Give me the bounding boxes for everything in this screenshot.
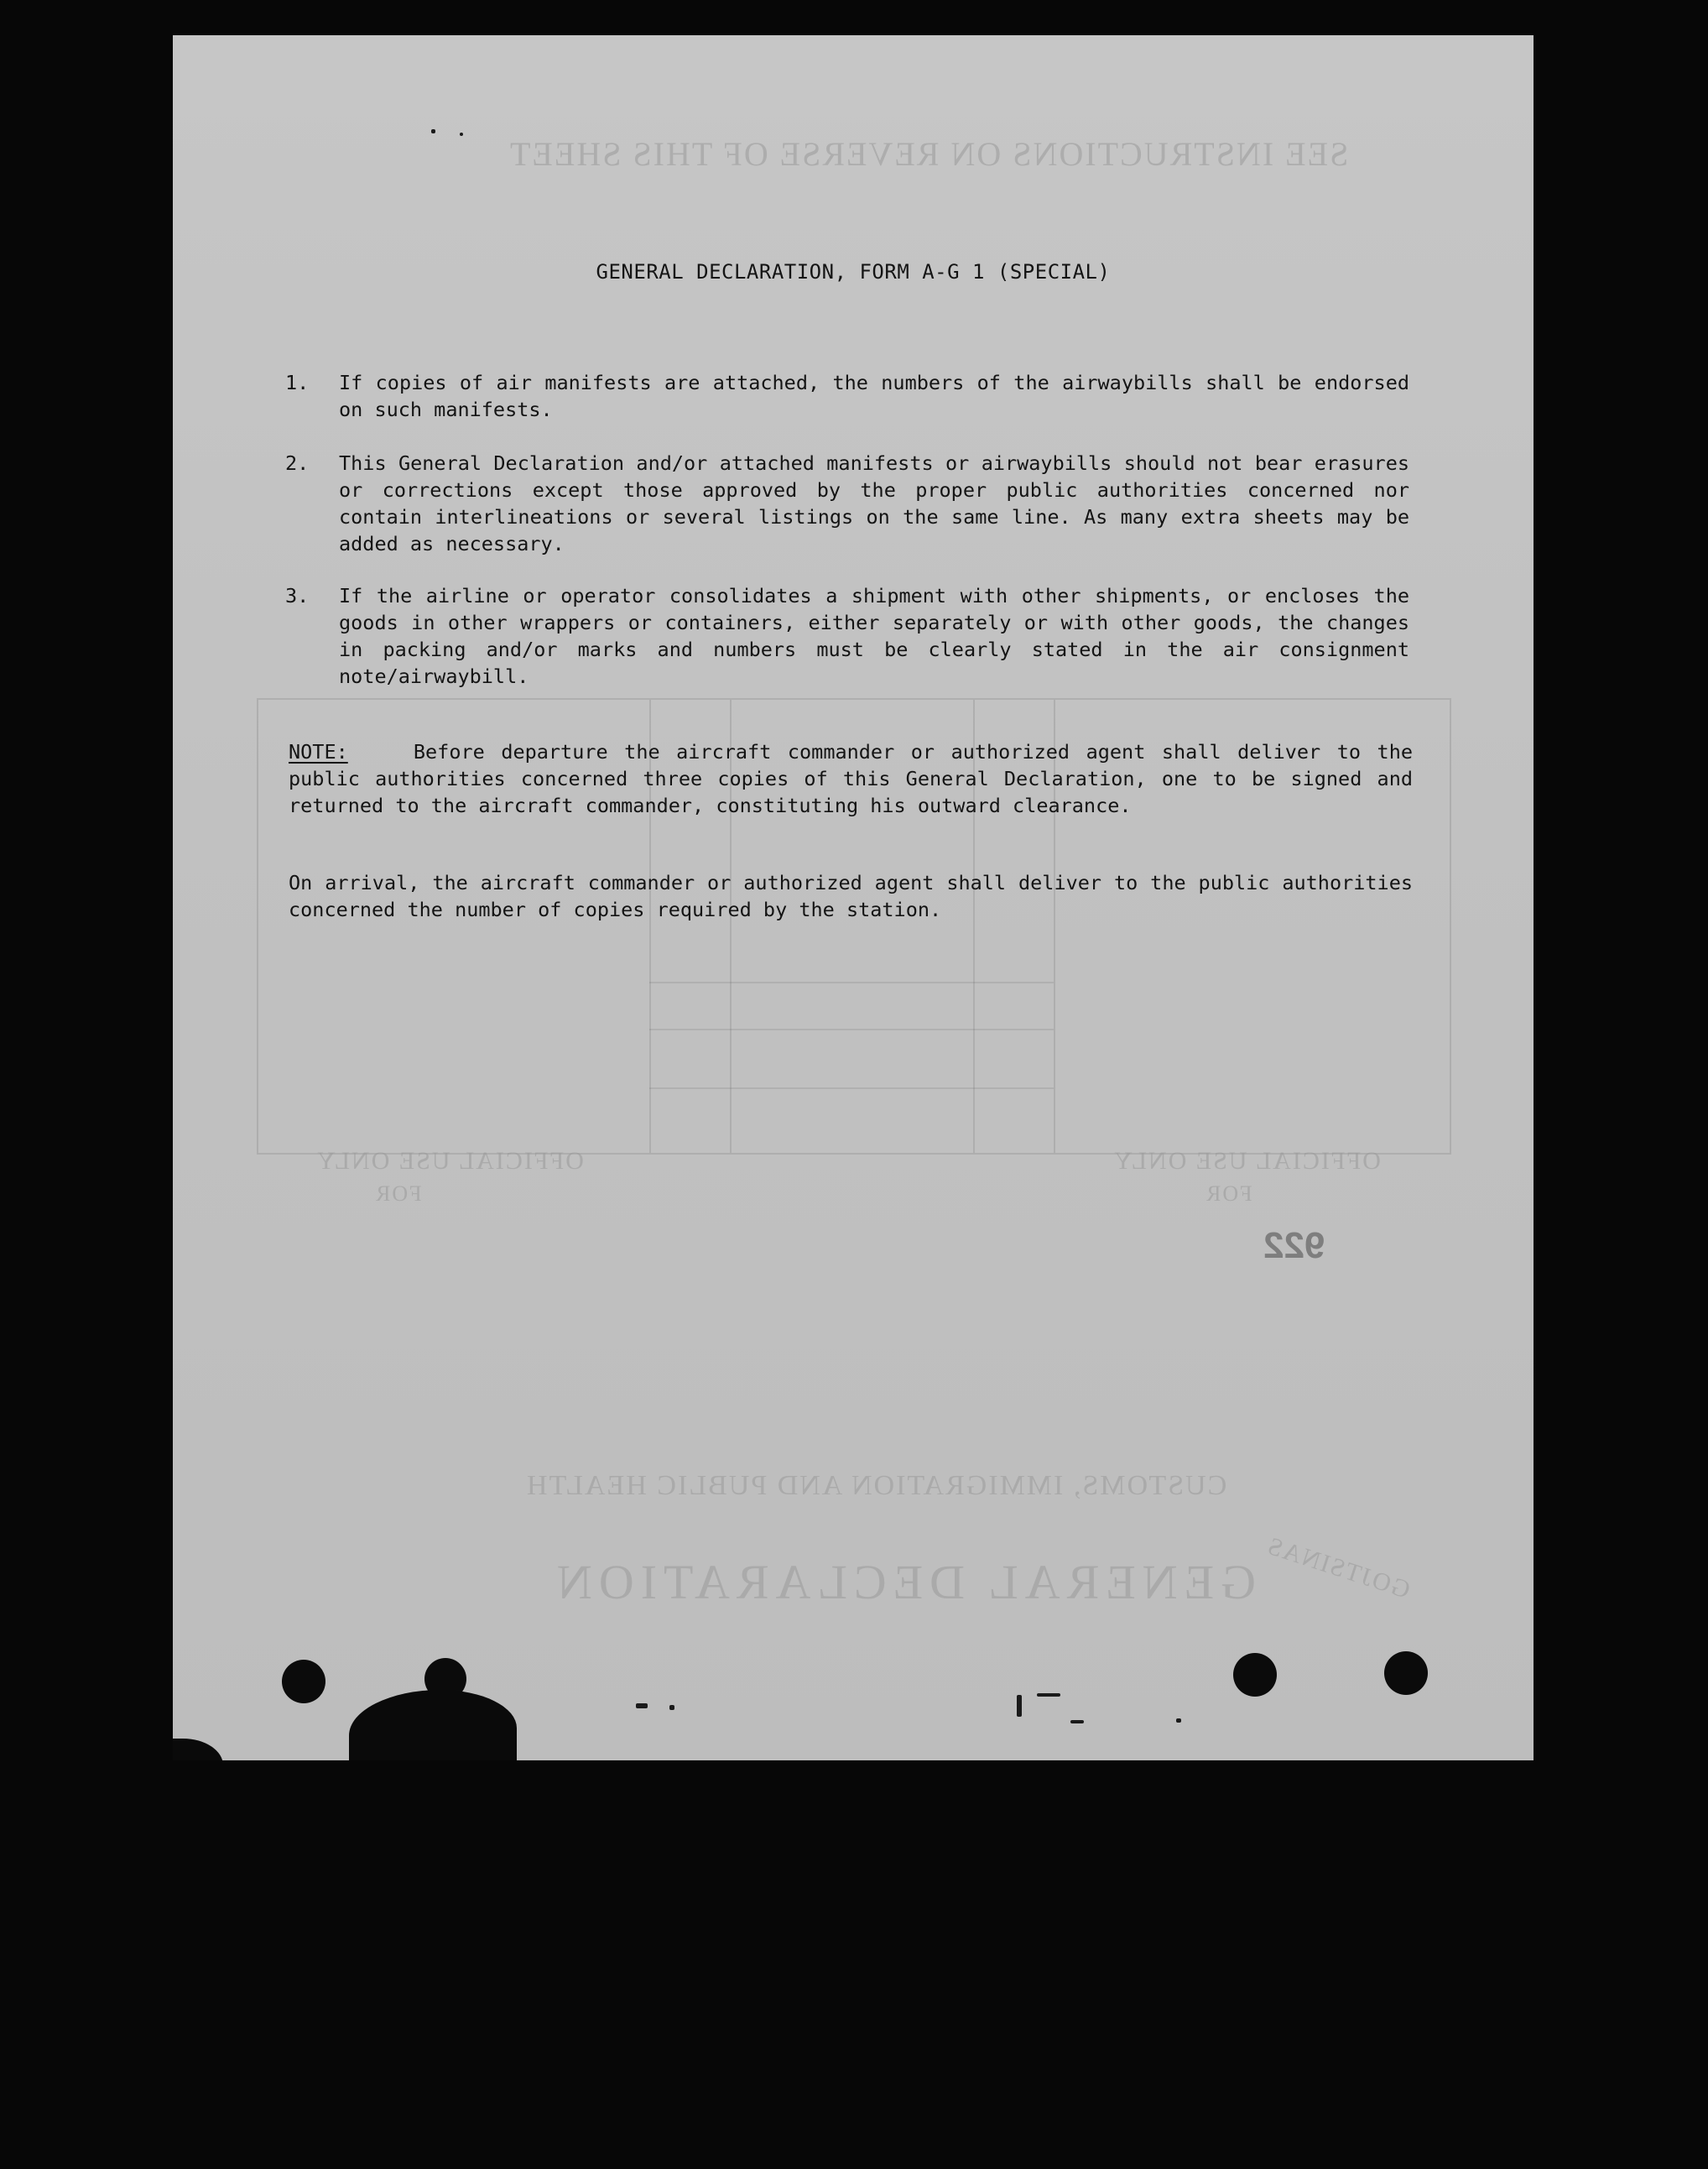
dust-speck bbox=[1037, 1693, 1060, 1697]
instruction-text: This General Declaration and/or attached manifests or airwaybills should not bear erasures or corrections except those approved by the proper public authorities concerned nor contain interlineations or several listings on the same line. As many extra sheets may be added as necessary. bbox=[339, 451, 1409, 555]
dust-speck bbox=[460, 133, 463, 136]
bleed-through-subtitle: CUSTOMS, IMMIGRATION AND PUBLIC HEALTH bbox=[525, 1470, 1227, 1501]
instruction-number: 1. bbox=[285, 371, 310, 394]
torn-edge bbox=[349, 1690, 517, 1760]
dust-speck bbox=[1070, 1720, 1084, 1723]
instruction-number: 2. bbox=[285, 451, 310, 475]
bleed-through-form-title: GENERAL DECLARATION bbox=[550, 1555, 1256, 1609]
dust-speck bbox=[669, 1705, 674, 1710]
dust-speck bbox=[1176, 1718, 1181, 1723]
bleed-through-official-right: OFFICIAL USE ONLY bbox=[1112, 1147, 1381, 1175]
punch-hole bbox=[1233, 1653, 1277, 1697]
document-title: GENERAL DECLARATION, FORM A-G 1 (SPECIAL) bbox=[596, 260, 1111, 284]
note-paragraph bbox=[289, 738, 1413, 819]
dust-speck bbox=[636, 1703, 648, 1708]
punch-hole bbox=[282, 1660, 325, 1703]
instruction-text: If the airline or operator consolidates a shipment with other shipments, or encloses the goods in other wrappers or containers, either separately or with other goods, the changes in packing and/or marks and numbers must be clearly stated in the air consignment note/airwaybill. bbox=[339, 584, 1409, 688]
bleed-through-stamp-number: 922 bbox=[1263, 1225, 1325, 1266]
bleed-through-for-right: FOR bbox=[1205, 1181, 1252, 1206]
dust-speck bbox=[1017, 1695, 1022, 1717]
punch-hole bbox=[1384, 1651, 1428, 1695]
document-page bbox=[173, 35, 1534, 1760]
note-label: NOTE: bbox=[289, 740, 348, 764]
note-text: Before departure the aircraft commander or authorized agent shall deliver to the public authorities concerned three copies of this General Declaration, one to be signed and returned to the aircraft commander, constituting his outward clearance. bbox=[289, 740, 1413, 817]
bleed-through-header: SEE INSTRUCTIONS ON REVERSE OF THIS SHEET bbox=[508, 135, 1349, 173]
instruction-text: If copies of air manifests are attached, the numbers of the airwaybills shall be endorsed on such manifests. bbox=[339, 371, 1409, 421]
torn-edge bbox=[173, 1739, 223, 1760]
instruction-number: 3. bbox=[285, 584, 310, 607]
bleed-through-stamp-code: GOJTSINAS bbox=[1263, 1531, 1414, 1604]
bleed-through-official-left: OFFICIAL USE ONLY bbox=[315, 1147, 584, 1175]
arrival-paragraph: On arrival, the aircraft commander or authorized agent shall deliver to the public authorities concerned the number of copies required by the station. bbox=[289, 871, 1413, 921]
bleed-through-for-left: FOR bbox=[374, 1181, 422, 1206]
dust-speck bbox=[431, 129, 435, 133]
